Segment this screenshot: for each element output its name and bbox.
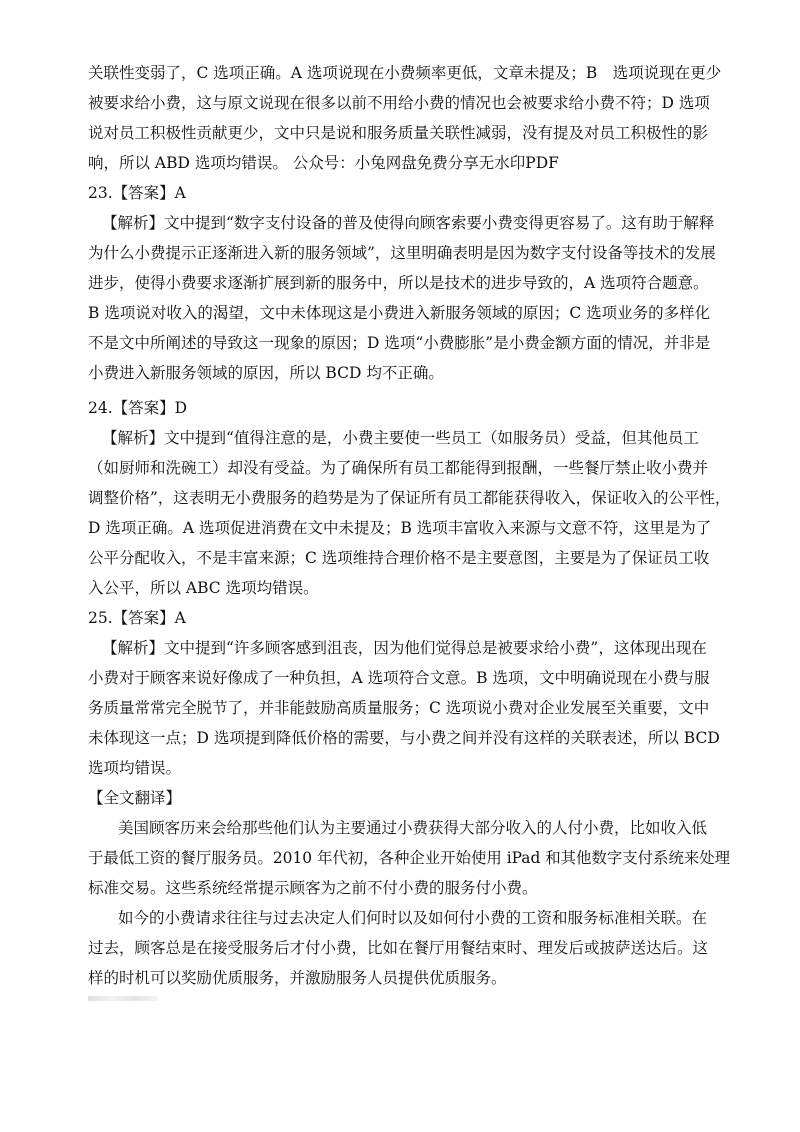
text-line: 【解析】文中提到“许多顾客感到沮丧，因为他们觉得总是被要求给小费”，这体现出现在 — [102, 639, 707, 657]
text-line: 被要求给小费，这与原文说现在很多以前不用给小费的情况也会被要求给小费不符；D 选项 — [88, 94, 710, 112]
text-line: 公平分配收入，不是丰富来源；C 选项维持合理价格不是主要意图，主要是为了保证员工收 — [88, 549, 710, 567]
text-line: 为什么小费提示正逐渐进入新的服务领域”，这里明确表明是因为数字支付设备等技术的发展 — [88, 244, 716, 262]
text-line: 选项均错误。 — [88, 759, 182, 777]
text-line: 标准交易。这些系统经常提示顾客为之前不付小费的服务付小费。 — [88, 879, 538, 897]
text-line: 如今的小费请求往往与过去决定人们何时以及如何付小费的工资和服务标准相关联。在 — [118, 909, 708, 927]
text-line: 调整价格”，这表明无小费服务的趋势是为了保证所有员工都能获得收入，保证收入的公平性， — [88, 489, 731, 507]
text-line: 入公平，所以 ABC 选项均错误。 — [88, 579, 319, 597]
text-line: 说对员工积极性贡献更少，文中只是说和服务质量关联性减弱，没有提及对员工积极性的影 — [88, 124, 709, 142]
answer-heading-24: 24.【答案】D — [88, 399, 188, 417]
text-line: B 选项说对收入的渴望，文中未体现这是小费进入新服务领域的原因；C 选项业务的多样化 — [88, 304, 711, 322]
text-line: 未体现这一点；D 选项提到降低价格的需要，与小费之间并没有这样的关联表述，所以 BCD — [88, 729, 720, 747]
text-line: 不是文中所阐述的导致这一现象的原因；D 选项“小费膨胀”是小费金额方面的情况，并非是 — [88, 334, 711, 352]
text-line: 美国顾客历来会给那些他们认为主要通过小费获得大部分收入的人付小费，比如收入低 — [118, 819, 708, 837]
text-line: 【解析】文中提到“值得注意的是，小费主要使一些员工（如服务员）受益，但其他员工 — [102, 429, 699, 447]
text-line: 于最低工资的餐厅服务员。2010 年代初，各种企业开始使用 iPad 和其他数字支付系统来处理 — [88, 849, 731, 867]
text-line: 进步，使得小费要求逐渐扩展到新的服务中，所以是技术的进步导致的，A 选项符合题意。 — [88, 274, 709, 292]
text-line: 响，所以 ABD 选项均错误。 公众号：小兔网盘免费分享无水印PDF — [88, 154, 559, 172]
answer-heading-25: 25.【答案】A — [88, 609, 186, 627]
text-line: 过去，顾客总是在接受服务后才付小费，比如在餐厅用餐结束时、理发后或披萨送达后。这 — [88, 939, 709, 957]
text-line: 小费对于顾客来说好像成了一种负担，A 选项符合文意。B 选项，文中明确说现在小费与服 — [88, 669, 710, 687]
text-line: D 选项正确。A 选项促进消费在文中未提及；B 选项丰富收入来源与文意不符，这里是为了 — [88, 519, 712, 537]
text-line: 务质量常常完全脱节了，并非能鼓励高质量服务；C 选项说小费对企业发展至关重要，文中 — [88, 699, 710, 717]
answer-heading-23: 23.【答案】A — [88, 184, 186, 202]
text-line: 【解析】文中提到“数字支付设备的普及使得向顾客索要小费变得更容易了。这有助于解释 — [102, 214, 715, 232]
faded-text-fragment — [88, 996, 158, 1001]
translation-heading: 【全文翻译】 — [88, 789, 182, 807]
text-line: 样的时机可以奖励优质服务，并激励服务人员提供优质服务。 — [88, 969, 507, 987]
text-line: 关联性变弱了，C 选项正确。A 选项说现在小费频率更低，文章未提及；B 选项说现在更少 — [88, 64, 722, 82]
text-line: （如厨师和洗碗工）却没有受益。为了确保所有员工都能得到报酬，一些餐厅禁止收小费并 — [88, 459, 709, 477]
text-line: 小费进入新服务领域的原因，所以 BCD 均不正确。 — [88, 364, 444, 382]
